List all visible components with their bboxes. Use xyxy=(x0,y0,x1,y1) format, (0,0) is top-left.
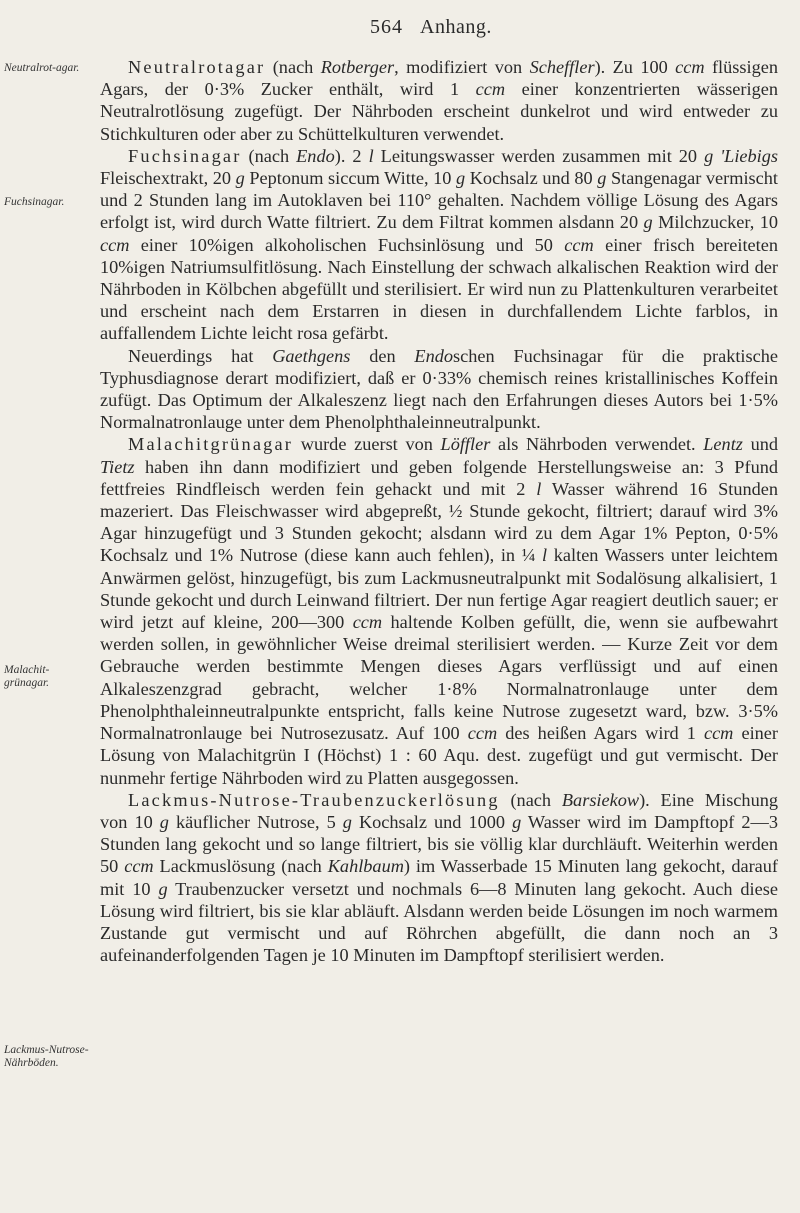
text-run: Kochsalz und 80 xyxy=(465,168,598,189)
paragraph-gaethgens xyxy=(100,345,778,434)
margin-note-malachitgruenagar: Malachit-grünagar. xyxy=(4,664,50,689)
italic-text: g xyxy=(704,145,714,166)
italic-text: Tietz xyxy=(100,456,135,477)
text-run: und xyxy=(742,434,778,455)
text-run: ). Zu 100 xyxy=(594,57,676,77)
text-run: Wasser während 16 Stunden mazeriert. Das Fleischwasser wird abgepreßt, ½ Stunde gekocht, filtriert; darauf wird 3% Agar hinzugefügt und 3 Stunden gekocht; alsdann wird zu dem Agar 1% Pepton, 0·5% Kochsalz und 1% Nutrose (diese kann auch fehlen), in ¼ xyxy=(100,478,778,566)
paragraph-lackmus-nutrose xyxy=(100,789,778,967)
italic-text: ccm xyxy=(467,723,498,744)
text-run: haben ihn dann modifiziert und geben folgende Herstellungsweise an: 3 Pfund fettfreies Rindfleisch werden fein gehackt und mit 2 xyxy=(100,456,778,499)
paragraph-fuchsinagar xyxy=(100,145,778,345)
text-run: , modifiziert von xyxy=(394,57,530,77)
italic-text: Barsiekow xyxy=(561,789,640,810)
text-run: ) im Wasserbade 15 Minuten lang gekocht, darauf mit 10 xyxy=(100,856,779,899)
italic-text: Kahlbaum xyxy=(327,856,404,877)
text-run: als Nährboden verwendet. xyxy=(490,434,704,455)
text-run: Fleischextrakt, 20 xyxy=(100,168,236,189)
paragraph-lead: Lackmus-Nutrose-Traubenzuckerlösung xyxy=(128,789,500,810)
text-run: einer 10%igen alkoholischen Fuchsinlösung und 50 xyxy=(129,234,565,255)
text-run: ). Eine Mischung von 10 xyxy=(100,789,778,832)
page-header xyxy=(0,16,800,46)
text-run: haltende Kolben gefüllt, die, wenn sie aufbewahrt werden sollen, in gewöhnlicher Weise dreimal sterilisiert werden. — Kurze Zeit vor dem Gebrauche werden bestimmte Mengen dieses Agars verflüssigt und auf einen Alkaleszenzgrad gebracht, welcher 1·8% Normalnatronlauge unter dem Phenolphthaleinneutralpunkte entspricht, falls keine Nutrose zugesetzt ward, bzw. 3·5% Normalnatronlauge bei Nutrosezusatz. Auf 100 xyxy=(100,612,778,744)
text-run: käuflicher Nutrose, 5 xyxy=(168,811,343,832)
text-run: Milchzucker, 10 xyxy=(652,212,778,233)
text-run: Lackmuslösung (nach xyxy=(153,856,328,877)
text-run: einer frisch bereiteten 10%igen Natriumsulfitlösung. Nach Einstellung der schwach alkalischen Reaktion wird der Nährboden in Kölbchen abgefüllt und sterilisiert. Er wird nun zu Plattenkulturen verarbeitet und erscheint nach dem Erstarren in diesen in durchfallendem Lichte farblos, in auffallendem Lichte leicht rosa gefärbt. xyxy=(100,234,779,344)
italic-text: Endo xyxy=(414,345,454,366)
italic-text: l xyxy=(536,478,542,499)
text-run: des heißen Agars wird 1 xyxy=(497,723,704,744)
italic-text: ccm xyxy=(675,57,705,77)
margin-note-lackmus-nutrose: Lackmus-Nutrose-Nährböden. xyxy=(4,1044,89,1069)
text-run: schen Fuchsinagar für die praktische Typhusdiagnose derart modifiziert, daß er 0·33% chemisch reines kristallinisches Koffein zufügt. Das Optimum der Alkaleszenz liegt nach den Erfahrungen dieses Autors bei 1·5% Normalnatronlauge unter dem Phenolphthaleinneutralpunkt. xyxy=(100,345,778,433)
italic-text: Endo xyxy=(296,145,335,166)
italic-text: g xyxy=(456,168,466,189)
italic-text: ccm xyxy=(703,723,734,744)
text-run: wurde zuerst von xyxy=(293,434,441,455)
italic-text: g xyxy=(597,168,607,189)
italic-text: Scheffler xyxy=(529,57,595,77)
paragraph-body xyxy=(100,346,778,433)
text-run: Stangenagar vermischt und 2 Stunden lang im Autoklaven bei 110° gehalten. Nachdem völlige Lösung des Agars erfolgt ist, wird durch Watte filtriert. Zu dem Filtrat kommen alsdann 20 xyxy=(100,168,778,233)
italic-text: 'Liebigs xyxy=(720,145,778,166)
page-number: 564 xyxy=(370,16,403,38)
text-run: Leitungswasser werden zusammen mit 20 xyxy=(373,145,705,166)
text-run: flüssigen Agars, der 0·3% Zucker enthält, wird 1 xyxy=(100,57,778,100)
italic-text: g xyxy=(158,878,168,899)
margin-note-neutralrotagar: Neutralrot-agar. xyxy=(4,62,80,74)
body-text xyxy=(100,56,778,966)
text-run: Peptonum siccum Witte, 10 xyxy=(244,168,456,189)
margin-note-fuchsinagar: Fuchsinagar. xyxy=(4,196,65,208)
italic-text: g xyxy=(159,811,169,832)
text-run: den xyxy=(350,345,415,366)
italic-text: ccm xyxy=(124,856,154,877)
paragraph-malachitgruenagar xyxy=(100,433,778,788)
text-run: Traubenzucker versetzt und nochmals 6—8 Minuten lang gekocht. Auch diese Lösung wird filtriert, bis sie klar abläuft. Alsdann werden beide Lösungen im noch warmem Zustande gut vermischt und auf Röhrchen abgefüllt, die dann noch an 3 aufeinanderfolgenden Tagen je 10 Minuten im Dampftopf sterilisiert werden. xyxy=(100,878,778,966)
italic-text: l xyxy=(542,545,548,566)
paragraph-body xyxy=(100,146,778,344)
italic-text: ccm xyxy=(352,612,383,633)
running-head: Anhang. xyxy=(420,16,492,38)
italic-text: ccm xyxy=(100,234,130,255)
text-run: Kochsalz und 1000 xyxy=(351,811,513,832)
text-run: kalten Wassers unter leichtem Anwärmen gelöst, hinzugefügt, bis zum Lackmusneutralpunkt mit Sodalösung alkalisiert, 1 Stunde gekocht und durch Leinwand filtriert. Der nun fertige Agar reagiert deutlich sauer; er wird jetzt auf kleine, 200—300 xyxy=(100,545,778,633)
italic-text: l xyxy=(368,145,374,166)
text-run: (nach xyxy=(265,57,321,77)
italic-text: g xyxy=(643,212,653,233)
paragraph-body xyxy=(100,790,778,965)
italic-text: ccm xyxy=(564,234,594,255)
text-run: einer Lösung von Malachitgrün I (Höchst) 1 : 60 Aqu. dest. zugefügt und gut vermischt. Der nunmehr fertige Nährboden wird zu Platten ausgegossen. xyxy=(100,723,778,788)
paragraph-lead: Malachitgrünagar xyxy=(128,434,294,455)
italic-text: Gaethgens xyxy=(272,345,351,366)
text-run: Wasser wird im Dampftopf 2—3 Stunden lang gekocht und so lange filtriert, bis sie völlig klar durchläuft. Weiterhin werden 50 xyxy=(100,811,778,877)
paragraph-body xyxy=(100,434,778,787)
italic-text: g xyxy=(512,811,522,832)
italic-text: Löffler xyxy=(440,434,491,455)
paragraph-lead: Fuchsinagar xyxy=(128,145,242,166)
paragraph-neutralrotagar xyxy=(100,56,778,145)
italic-text: Rotberger xyxy=(320,57,395,77)
italic-text: g xyxy=(342,811,352,832)
italic-text: ccm xyxy=(475,79,506,100)
text-run: (nach xyxy=(241,145,297,166)
text-run: ). 2 xyxy=(334,145,369,166)
italic-text: g xyxy=(235,168,245,189)
italic-text: Lentz xyxy=(703,434,743,455)
text-run: einer konzentrierten wässerigen Neutralrotlösung zugefügt. Der Nährboden erscheint dunkelrot und wird entweder zu Stichkulturen oder aber zu Schüttelkulturen verwendet. xyxy=(100,79,778,144)
text-run: Neuerdings hat xyxy=(128,345,273,366)
paragraph-lead: Neutralrotagar xyxy=(128,57,266,77)
text-run: (nach xyxy=(499,789,562,810)
